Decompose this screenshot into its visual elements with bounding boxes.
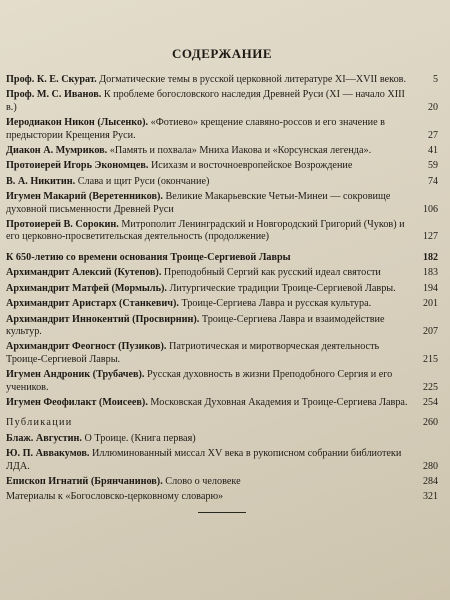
publications-title: Публикации — [6, 417, 73, 429]
article-title: Патриотическая и миротворческая деятельность Троице-Сергиевой Лавры. — [6, 341, 380, 365]
page-number: 106 — [423, 203, 438, 215]
contents-entry — [6, 191, 438, 216]
section-title-text: К 650-летию со времени основания Троице-Сергиевой Лавры — [6, 251, 291, 263]
page-number: 27 — [428, 129, 438, 141]
author-name: Ю. П. Аввакумов. — [6, 448, 90, 460]
author-name: Архимандрит Матфей (Мормыль). — [6, 282, 167, 294]
contents-entry — [6, 267, 438, 279]
author-name: Проф. М. С. Иванов. — [6, 89, 102, 101]
page-number: 321 — [423, 491, 438, 503]
author-name: Игумен Макарий (Веретенников). — [6, 191, 163, 203]
article-title: «Память и похвала» Мниха Иакова и «Корсунская легенда». — [109, 145, 372, 157]
article-title: О Троице. (Книга первая) — [84, 432, 196, 444]
page-number: 41 — [428, 145, 438, 157]
article-title: Литургические традиции Троице-Сергиевой Лавры. — [169, 282, 396, 294]
author-name: Епископ Игнатий (Брянчанинов). — [6, 475, 163, 487]
contents-entry — [6, 397, 438, 409]
page-number: 20 — [428, 101, 438, 113]
article-title: «Фотиево» крещение славяно-россов и его значение в предыстории Крещения Руси. — [6, 117, 385, 141]
contents-entry — [6, 89, 438, 114]
article-title: Митрополит Ленинградский и Новгородский Григорий (Чуков) и его церковно-просветительская деятельность (продолжение) — [6, 219, 405, 243]
contents-entry — [6, 298, 438, 310]
contents-entry — [6, 491, 438, 503]
page-title: СОДЕРЖАНИЕ — [171, 46, 273, 61]
page-number: 201 — [423, 298, 438, 310]
page-number: 280 — [423, 460, 438, 472]
contents-entry — [6, 341, 438, 366]
author-name: В. А. Никитин. — [6, 175, 76, 187]
page-number: 194 — [423, 282, 438, 294]
contents-entry — [6, 145, 438, 157]
page-number: 207 — [423, 325, 438, 337]
page-number: 225 — [423, 381, 438, 393]
author-name: Протоиерей В. Сорокин. — [6, 219, 119, 231]
author-name: Диакон А. Мумриков. — [6, 145, 108, 157]
article-title: Московская Духовная Академия и Троице-Сергиева Лавра. — [150, 396, 408, 408]
author-name: Игумен Феофилакт (Моисеев). — [6, 396, 148, 408]
author-name: Архимандрит Феогност (Пузиков). — [6, 341, 167, 353]
contents-list — [6, 74, 438, 244]
article-title: Иллюминованный миссал XV века в рукописном собрании библиотеки ЛДА. — [6, 448, 402, 472]
article-title: Слово о человеке — [165, 475, 241, 487]
section-contents-list — [6, 267, 438, 409]
page-number: 215 — [423, 353, 438, 365]
publications-list — [6, 433, 438, 504]
author-name: Проф. К. Е. Скурат. — [6, 74, 97, 85]
page-number: 127 — [423, 231, 438, 243]
contents-entry — [6, 219, 438, 244]
page-number: 59 — [428, 160, 438, 172]
page-number: 183 — [423, 267, 438, 279]
author-name: Блаж. Августин. — [6, 432, 82, 444]
section-heading — [6, 252, 438, 264]
article-title: Великие Макарьевские Четьи-Минеи — сокровище духовной письменности Древней Руси — [6, 191, 391, 215]
author-name: Архимандрит Аристарх (Станкевич). — [6, 298, 179, 310]
page-number: 182 — [423, 251, 438, 263]
publications-heading — [6, 417, 438, 429]
page-number: 260 — [423, 417, 438, 429]
contents-entry — [6, 160, 438, 172]
author-name: Архимандрит Иннокентий (Просвирнин). — [6, 313, 200, 325]
article-title: Исихазм и восточноевропейское Возрождение — [150, 160, 353, 172]
contents-entry — [6, 176, 438, 188]
contents-entry — [6, 476, 438, 488]
page-number: 254 — [423, 396, 438, 408]
divider-rule — [198, 512, 246, 513]
article-title: Преподобный Сергий как русский идеал святости — [163, 267, 381, 279]
page-number: 284 — [423, 475, 438, 487]
article-title: Догматические темы в русской церковной литературе XI—XVII веков. — [99, 74, 407, 85]
article-title: Слава и щит Руси (окончание) — [77, 175, 210, 187]
article-title: Русская духовность в жизни Преподобного Сергия и его учеников. — [6, 369, 393, 393]
contents-entry — [6, 74, 438, 86]
author-name: Игумен Андроник (Трубачев). — [6, 369, 145, 381]
contents-entry — [6, 283, 438, 295]
contents-entry — [6, 369, 438, 394]
article-title: Троице-Сергиева Лавра и русская культура. — [181, 298, 372, 310]
page-number: 5 — [433, 74, 438, 85]
contents-entry — [6, 433, 438, 445]
author-name: Протоиерей Игорь Экономцев. — [6, 160, 149, 172]
article-title: К проблеме богословского наследия Древней Руси (XI — начало XIII в.) — [6, 89, 405, 113]
contents-entry — [6, 117, 438, 142]
article-title: Материалы к «Богословско-церковному словарю» — [6, 491, 224, 503]
contents-entry — [6, 448, 438, 473]
article-title: Троице-Сергиева Лавра и взаимодействие культур. — [6, 313, 385, 337]
contents-entry — [6, 314, 438, 339]
author-name: Архимандрит Алексий (Кутепов). — [6, 267, 162, 279]
page-number: 74 — [428, 175, 438, 187]
author-name: Иеродиакон Никон (Лысенко). — [6, 117, 149, 129]
